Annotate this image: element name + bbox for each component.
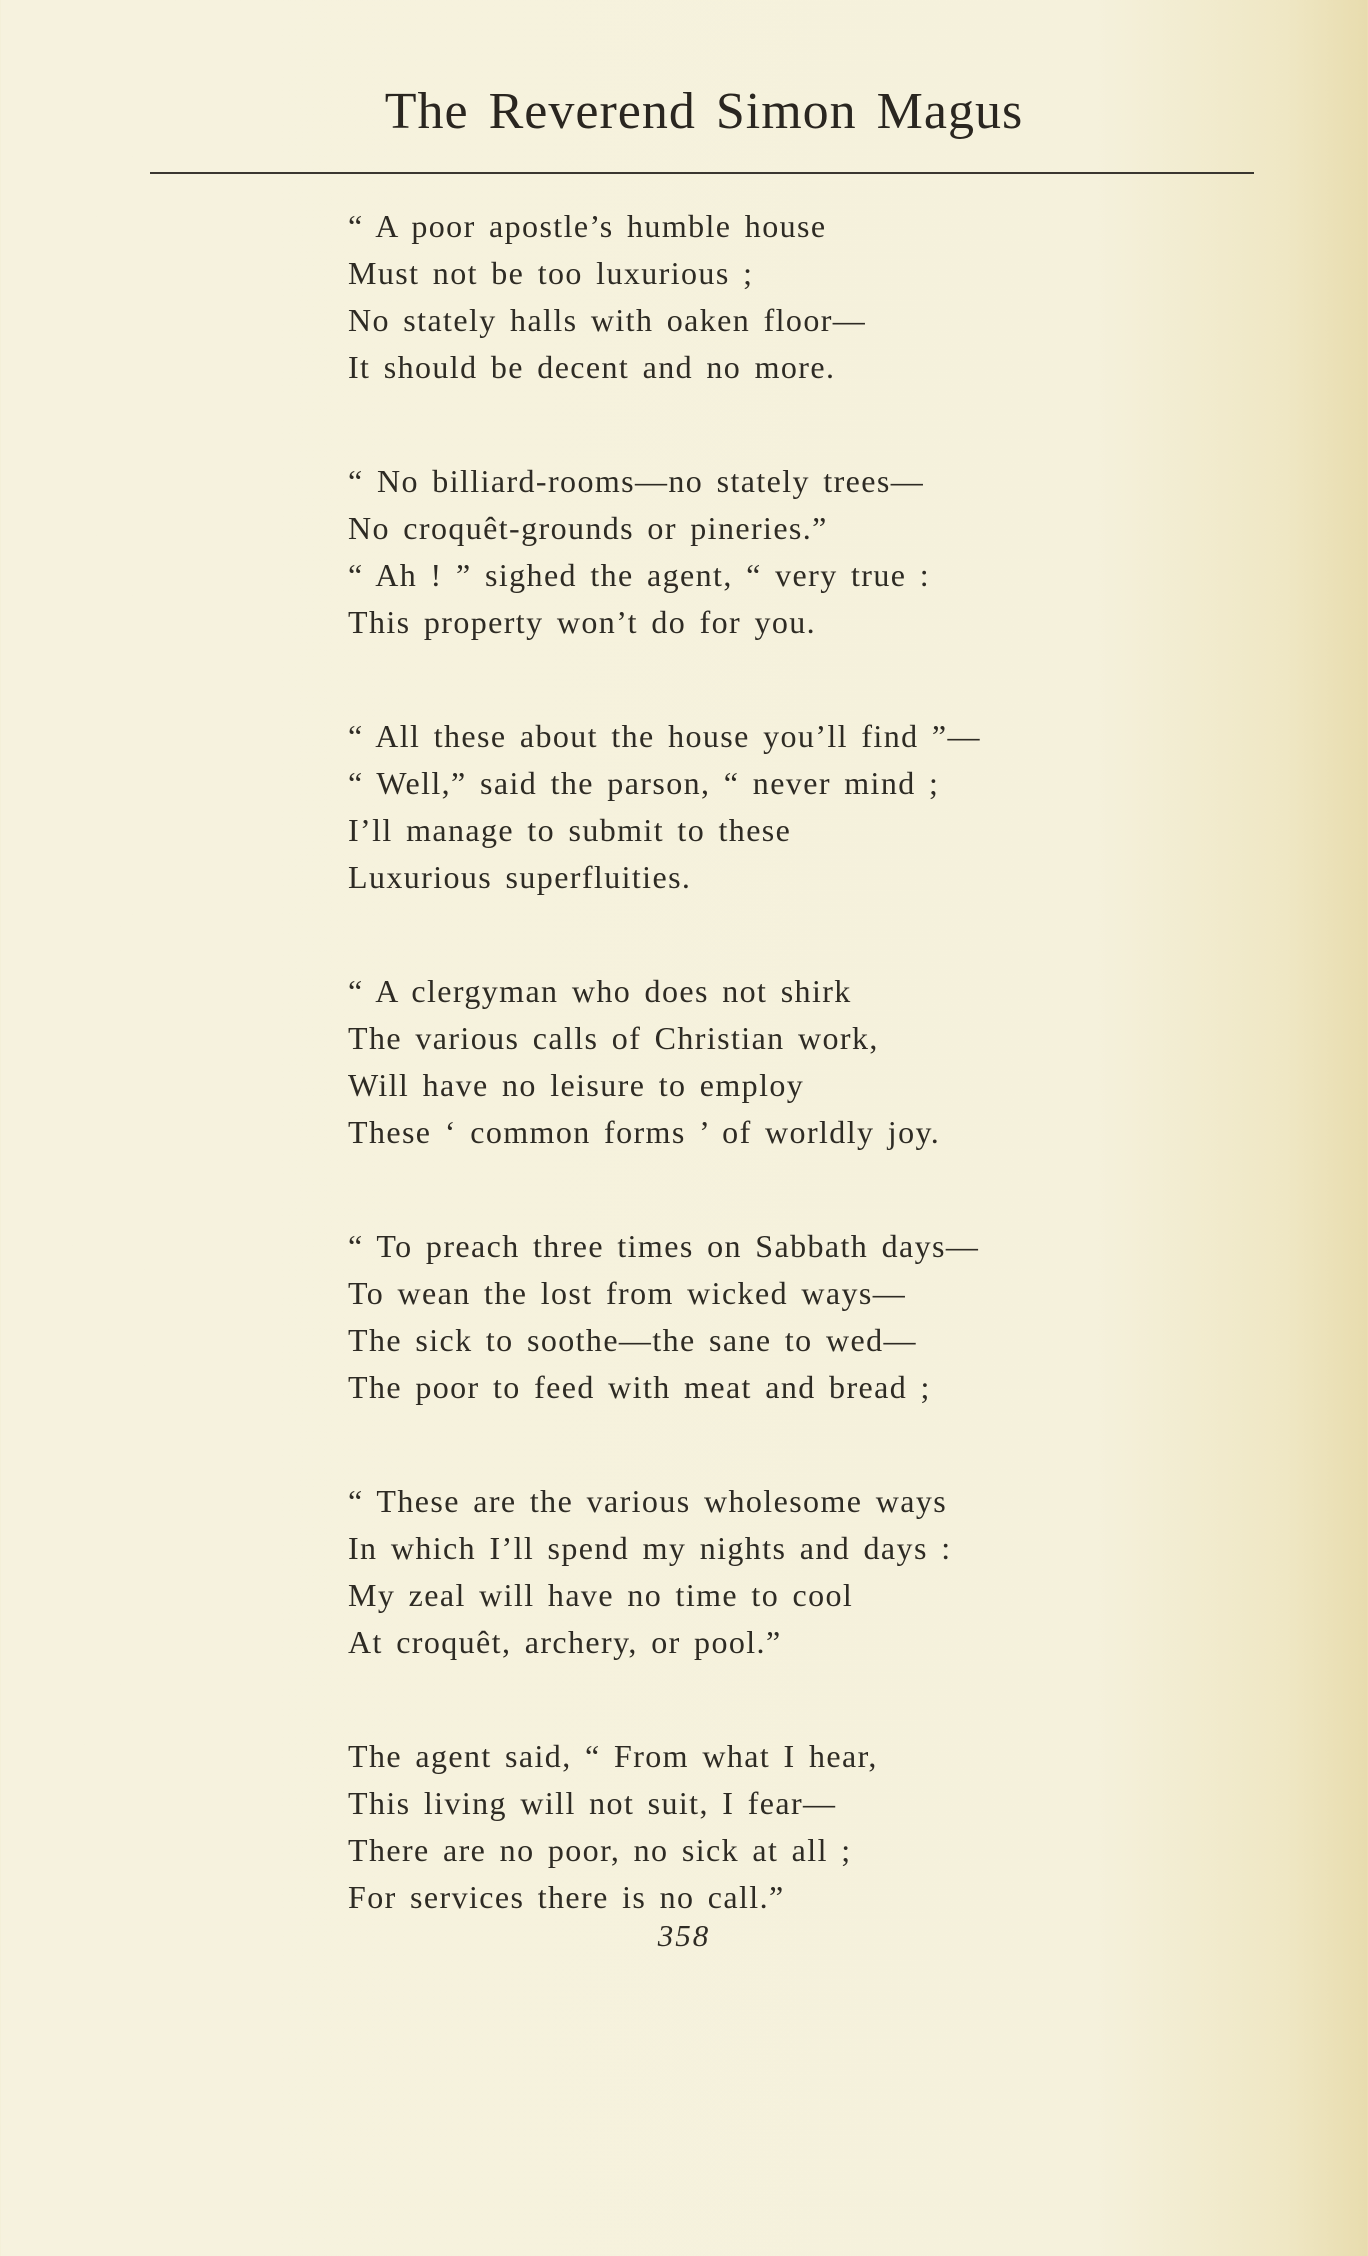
verse-line: “ A poor apostle’s humble house (348, 208, 827, 244)
verse-line: I’ll manage to submit to these (348, 812, 792, 848)
verse-line: “ These are the various wholesome ways (348, 1483, 948, 1519)
verse-line: In which I’ll spend my nights and days : (348, 1530, 952, 1566)
verse-line: “ A clergyman who does not shirk (348, 973, 852, 1009)
verse-line: For services there is no call.” (348, 1879, 785, 1915)
verse-line: My zeal will have no time to cool (348, 1577, 854, 1613)
stanza (348, 1223, 981, 1411)
verse-line: “ Ah ! ” sighed the agent, “ very true : (348, 557, 931, 593)
verse-line: “ No billiard-rooms—no stately trees— (348, 463, 925, 499)
verse-line: The poor to feed with meat and bread ; (348, 1369, 931, 1405)
verse-line: To wean the lost from wicked ways— (348, 1275, 907, 1311)
verse-line: The various calls of Christian work, (348, 1020, 879, 1056)
verse-line: No croquêt-grounds or pineries.” (348, 510, 828, 546)
stanza (348, 203, 981, 391)
verse-line: “ All these about the house you’ll find ”— (348, 718, 981, 754)
verse-line: Luxurious superfluities. (348, 859, 692, 895)
verse-line: Will have no leisure to employ (348, 1067, 805, 1103)
stanza (348, 1733, 981, 1921)
verse-line: The agent said, “ From what I hear, (348, 1738, 878, 1774)
stanza (348, 968, 981, 1156)
verse-line: At croquêt, archery, or pool.” (348, 1624, 782, 1660)
stanza (348, 1478, 981, 1666)
verse-line: These ‘ common forms ’ of worldly joy. (348, 1114, 941, 1150)
stanza (348, 713, 981, 901)
verse-line: “ To preach three times on Sabbath days— (348, 1228, 980, 1264)
verse-line: The sick to soothe—the sane to wed— (348, 1322, 917, 1358)
poem-body (348, 203, 981, 1988)
running-header-title: The Reverend Simon Magus (384, 83, 1024, 140)
verse-line: This living will not suit, I fear— (348, 1785, 837, 1821)
verse-line: Must not be too luxurious ; (348, 255, 754, 291)
page-number: 358 (657, 1918, 711, 1953)
verse-line: There are no poor, no sick at all ; (348, 1832, 852, 1868)
verse-line: This property won’t do for you. (348, 604, 817, 640)
verse-line: It should be decent and no more. (348, 349, 836, 385)
header-rule (150, 172, 1254, 174)
verse-line: “ Well,” said the parson, “ never mind ; (348, 765, 940, 801)
stanza (348, 458, 981, 646)
verse-line: No stately halls with oaken floor— (348, 302, 867, 338)
